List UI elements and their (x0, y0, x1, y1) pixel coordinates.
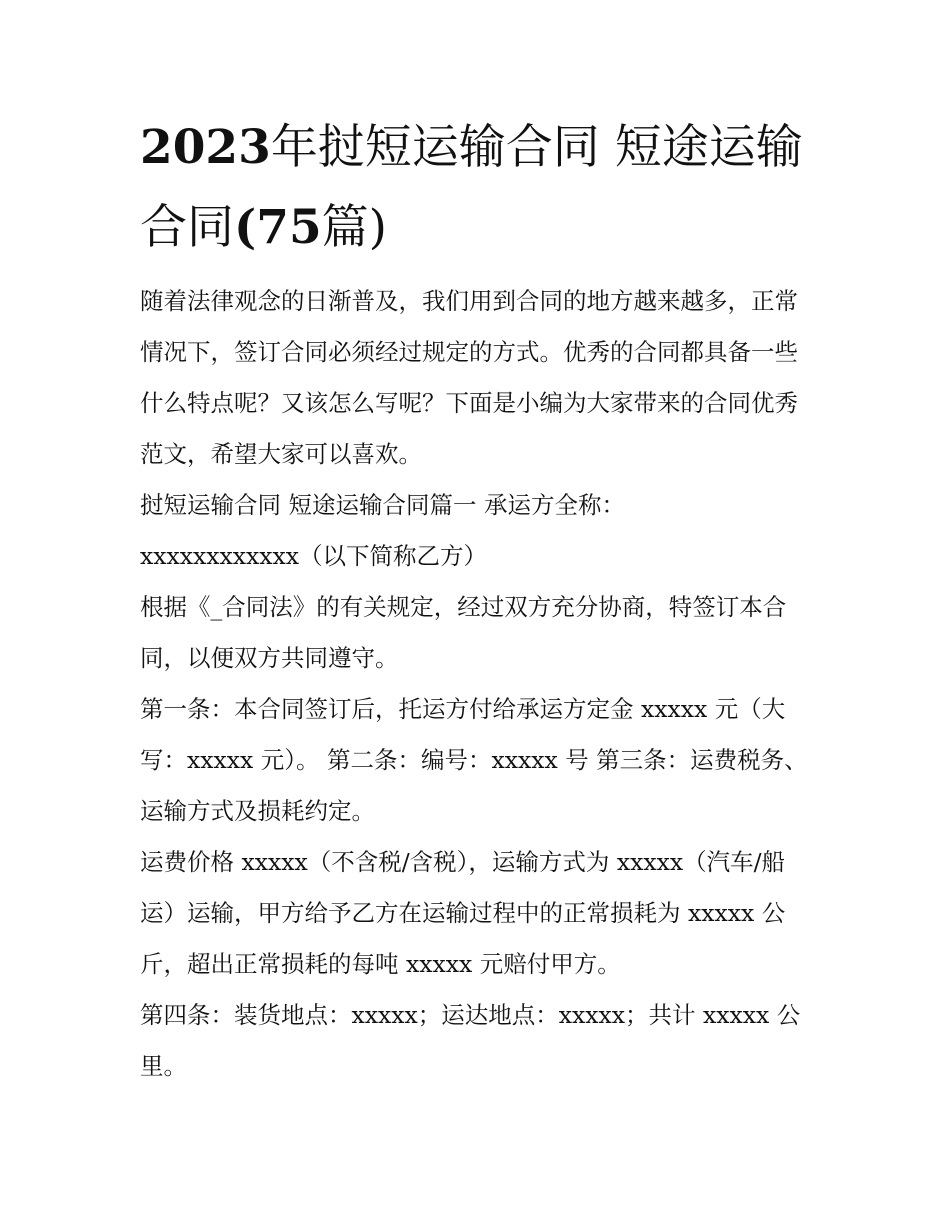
paragraph-legal-basis: 根据《_合同法》的有关规定，经过双方充分协商，特签订本合同，以便双方共同遵守。 (140, 593, 787, 672)
title-year: 2023 (140, 120, 271, 175)
paragraph-article-4: 第四条：装货地点：xxxxx；运达地点：xxxxx；共计 xxxxx 公里。 (140, 1001, 801, 1080)
title-paren-open: ( (234, 200, 257, 255)
document-body (140, 276, 815, 1092)
paragraph-party-b: xxxxxxxxxxxx（以下简称乙方） (140, 542, 488, 570)
title-suffix: 篇) (321, 200, 387, 255)
paragraph-carrier-name: 挝短运输合同 短途运输合同篇一 承运方全称： (140, 491, 625, 519)
title-count: 75 (256, 200, 322, 255)
title-text: 年挝短运输合同 短途运输合同 (140, 120, 803, 255)
document-title (140, 108, 830, 268)
paragraph-intro: 随着法律观念的日渐普及，我们用到合同的地方越来越多，正常情况下，签订合同必须经过规定的方式。优秀的合同都具备一些什么特点呢？又该怎么写呢？下面是小编为大家带来的合同优秀范文，希望大家可以喜欢。 (140, 287, 798, 468)
paragraph-freight-terms: 运费价格 xxxxx（不含税/含税），运输方式为 xxxxx（汽车/船运）运输，甲方给予乙方在运输过程中的正常损耗为 xxxxx 公斤，超出正常损耗的每吨 xxxxx 元赔付甲方。 (140, 848, 786, 978)
paragraph-article-1-3: 第一条：本合同签订后，托运方付给承运方定金 xxxxx 元（大写：xxxxx 元）。 第二条：编号：xxxxx 号 第三条：运费税务、运输方式及损耗约定。 (140, 695, 808, 825)
